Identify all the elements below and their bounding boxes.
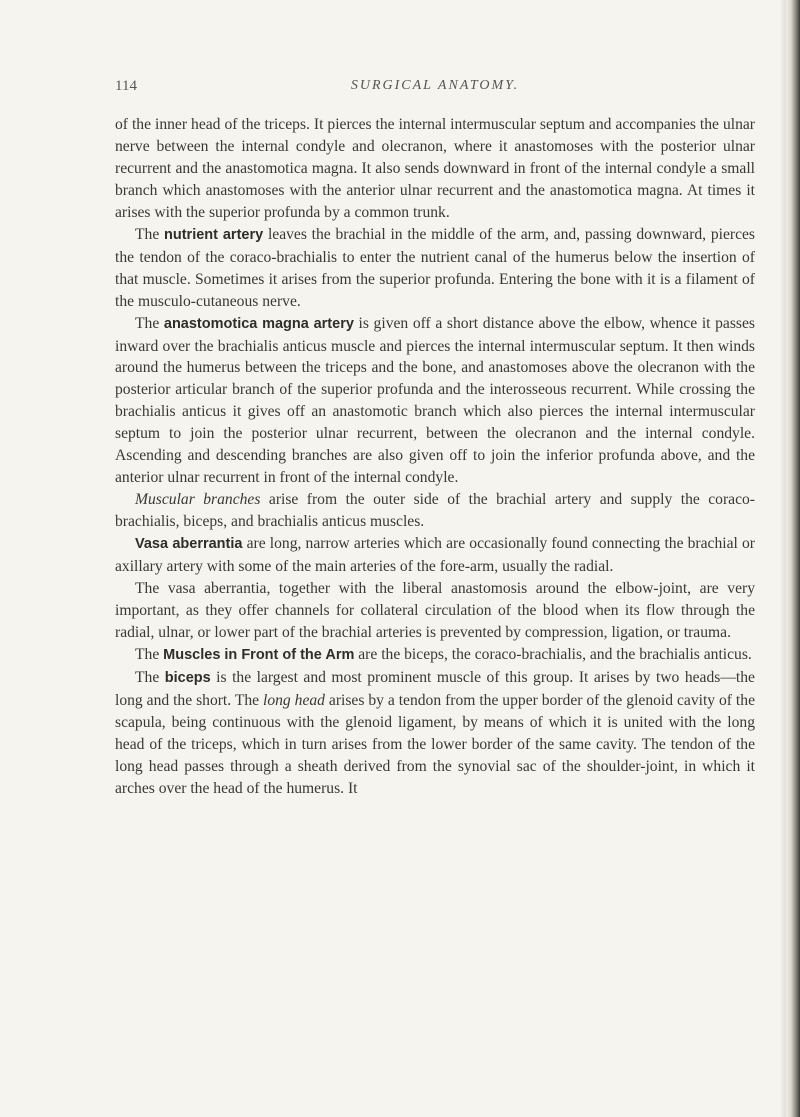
text-run: The vasa aberrantia, together with the liberal anastomosis around the elbow-joint, are very important, as they offer channels for collateral circulation of the blood when its flow through the radial, ulnar, or lower part of the brachial arteries is prevented by compression, ligation, or trauma. [115, 580, 755, 641]
running-title: SURGICAL ANATOMY. [350, 78, 520, 93]
term-muscles-front-arm: Muscles in Front of the Arm [163, 646, 355, 663]
paragraph-p3 [115, 313, 755, 490]
term-nutrient-artery: nutrient artery [164, 226, 264, 243]
paragraph-p5 [115, 533, 755, 578]
text-run: of the inner head of the triceps. It pierces the internal intermuscular septum and accompanies the ulnar nerve between the internal condyle and olecranon, where it anastomoses with the posterior ulnar recurrent and the anastomotica magna. It also sends downward in front of the internal condyle a small branch which anastomoses with the anterior ulnar recurrent and the anastomotica magna. At times it arises with the superior profunda by a common trunk. [115, 116, 755, 221]
page-edge [786, 0, 800, 1117]
text-run: arises by a tendon from the upper border of the glenoid cavity of the scapula, being continuous with the glenoid ligament, by means of which it is united with the long head of the triceps, which in turn arises from the lower border of the same cavity. The tendon of the long head passes through a sheath derived from the synovial sac of the shoulder-joint, in which it arches over the head of the humerus. It [115, 691, 755, 797]
text-run: arise from the outer side of the brachial artery and supply the coraco-brachialis, biceps, and brachialis anticus muscles. [115, 491, 755, 531]
paragraph-p1 [115, 114, 755, 224]
term-muscular-branches: Muscular branches [135, 491, 261, 509]
text-run: is the largest and most prominent muscle of this group. It arises by two heads—the long and the short. The [115, 668, 755, 709]
term-biceps: biceps [164, 669, 211, 686]
term-long-head: long head [263, 691, 325, 709]
paragraph-p8 [115, 667, 755, 800]
paragraph-p4 [115, 489, 755, 533]
page-header [115, 78, 755, 100]
term-vasa-aberrantia: Vasa aberrantia [135, 536, 243, 553]
text-run: are long, narrow arteries which are occasionally found connecting the brachial or axillary artery with some of the main arteries of the fore-arm, usually the radial. [115, 535, 755, 576]
text-run: The [135, 225, 165, 243]
text-run: is given off a short distance above the elbow, whence it passes inward over the brachialis anticus muscle and pierces the internal intermuscular septum. It then winds around the humerus between the triceps and the bone, and anastomoses above the olecranon with the posterior articular branch of the superior profunda and the interosseous recurrent. While crossing the brachialis anticus it gives off an anastomotic branch which also pierces the internal intermuscular septum to join the posterior ulnar recurrent, between the olecranon and the internal condyle. Ascending and descending branches are also given off to join the inferior profunda above, and the anterior ulnar recurrent in front of the internal condyle. [115, 314, 755, 487]
text-run: The [135, 645, 164, 663]
term-anastomotica-magna: anastomotica magna artery [163, 315, 354, 332]
text-run: The [135, 314, 164, 332]
paragraph-p7 [115, 644, 755, 667]
text-run: The [135, 668, 165, 686]
paragraph-p2 [115, 224, 755, 313]
text-run: are the biceps, the coraco-brachialis, and the brachialis anticus. [354, 645, 752, 663]
page-number: 114 [115, 78, 137, 94]
text-run: leaves the brachial in the middle of the arm, and, passing downward, pierces the tendon of the coraco-brachialis to enter the nutrient canal of the humerus below the insertion of that muscle. Sometimes it arises from the superior profunda. Entering the bone with it is a filament of the musculo-cutaneous nerve. [115, 225, 755, 310]
body-text [115, 114, 755, 800]
paragraph-p6 [115, 578, 755, 644]
